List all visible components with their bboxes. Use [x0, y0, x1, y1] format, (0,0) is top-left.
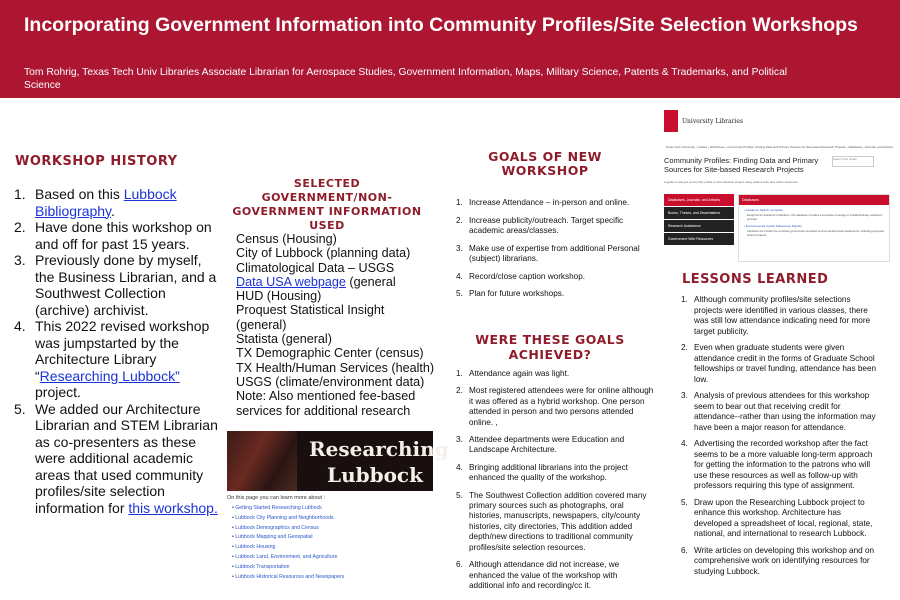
achieved-item-text: Attendance again was light.	[469, 369, 570, 378]
achieved-item-text: Most registered attendees were for online although it was offered as a hybrid workshop. One person attended in person and two persons attended online. ,	[469, 386, 654, 427]
history-item-text: project.	[35, 384, 81, 400]
databases-panel	[738, 194, 890, 262]
history-item-link[interactable]: Lubbock Bibliography	[35, 186, 177, 219]
source-text: Census (Housing)	[236, 232, 337, 246]
source-line	[236, 375, 436, 389]
researching-lubbock-link[interactable]: • Lubbock Mapping and Geospatial	[232, 533, 432, 543]
goal-item-number: 2.	[456, 215, 463, 225]
databases-panel-items	[739, 205, 889, 237]
workshop-history-heading: WORKSHOP HISTORY	[15, 154, 178, 169]
banner-photo	[227, 431, 297, 491]
source-text: TX Demographic Center (census)	[236, 346, 424, 361]
goal-item-number: 4.	[456, 271, 463, 281]
history-item-text: Based on this	[35, 186, 124, 202]
researching-lubbock-link[interactable]: • Lubbock Housing	[232, 543, 432, 553]
goal-item-text: Plan for future workshops.	[469, 289, 565, 298]
goal-item	[456, 198, 656, 209]
source-text: TX Health/Human Services (health)	[236, 360, 435, 375]
lesson-item-text: Even when graduate students were given attendance credit in the forms of Graduate School fellowships or travel funding, attendance has been low.	[694, 343, 877, 384]
researching-lubbock-link[interactable]: • Lubbock Demographics and Census	[232, 524, 432, 534]
achieved-item-number: 4.	[456, 462, 463, 472]
database-description: Designed for academic institutions, this database provides a complete coverage of multidisciplinary academic journals.	[747, 213, 883, 221]
history-item-number: 3.	[14, 252, 26, 268]
header-banner	[0, 0, 900, 98]
history-item	[14, 401, 219, 517]
lesson-item-text: Write articles on developing this workshop and on comprehensive work on identifying resources for studying Lubbock.	[694, 545, 875, 576]
history-item	[14, 186, 219, 219]
guide-subtitle: A guide to doing a community profile or site selection project using various print and online resources.	[664, 180, 799, 184]
goals-list	[456, 198, 656, 307]
goal-item-text: Increase publicity/outreach. Target specific academic areas/classes.	[469, 215, 624, 235]
lesson-item-text: Although community profiles/site selections projects were identified in various classes, there was still low attendance indicating need for more target publicity.	[694, 295, 871, 336]
researching-lubbock-link[interactable]: • Lubbock Land, Environment, and Agriculture	[232, 553, 432, 563]
history-item-number: 2.	[14, 219, 26, 235]
history-item-link[interactable]: Researching Lubbock”	[39, 367, 180, 384]
lesson-item	[681, 391, 881, 433]
researching-lubbock-banner	[227, 431, 449, 491]
source-line	[236, 232, 436, 246]
achieved-item-number: 6.	[456, 560, 463, 570]
history-item	[14, 252, 219, 318]
goal-item-text: Record/close caption workshop.	[469, 271, 586, 281]
achieved-item-number: 5.	[456, 490, 463, 500]
source-text: HUD (Housing)	[236, 289, 322, 304]
history-item-text: Have done this workshop on and off for past 15 years.	[35, 219, 212, 252]
achieved-item	[456, 463, 654, 484]
lesson-item	[681, 343, 881, 385]
researching-lubbock-link[interactable]: • Lubbock Transportation	[232, 563, 432, 573]
guide-nav-item[interactable]: Research Assistance	[664, 220, 734, 232]
researching-lubbock-links	[232, 504, 432, 582]
researching-lubbock-link[interactable]: • Lubbock City Planning and Neighborhoods	[232, 514, 432, 524]
history-item-number: 1.	[14, 186, 26, 202]
sources-heading: SELECTED GOVERNMENT/NON-GOVERNMENT INFORMATION USED	[232, 177, 422, 232]
guide-breadcrumb: Texas Tech University › Guides › Workshops › Community Profiles: Finding Data and Primary Sources for Site-based Research Projects › Databases, Journals, and Articles	[666, 145, 893, 149]
history-item-link[interactable]: this workshop.	[128, 499, 218, 516]
lesson-item-number: 4.	[681, 439, 688, 448]
source-line	[236, 261, 436, 275]
achieved-item	[456, 386, 654, 428]
source-text: USGS (climate/environment data)	[236, 374, 425, 389]
database-description: Abstracts we include the complete government-prepared environmental impact statements, including proposed federal projects.	[747, 229, 884, 237]
history-item-number: 5.	[14, 400, 26, 417]
achieved-item-text: Bringing additional librarians into the project enhanced the quality of the workshop.	[469, 462, 628, 483]
banner-text-line1: Researching	[309, 437, 449, 461]
achieved-item-text: Attendee departments were Education and Landscape Architecture.	[469, 435, 625, 455]
lesson-item-text: Analysis of previous attendees for this workshop seem to bear out that receiving credit for attendance--rather than using the information may have been a major reason for attendance.	[694, 391, 876, 432]
achieved-item	[456, 435, 654, 456]
goal-item-number: 5.	[456, 289, 463, 298]
guide-search-input[interactable]: Search this Guide	[832, 156, 874, 167]
goal-item-text: Increase Attendance – in-person and online.	[469, 198, 630, 207]
lesson-item-number: 2.	[681, 343, 688, 352]
source-text: Statista (general)	[236, 332, 332, 347]
lesson-item-text: Draw upon the Researching Lubbock project to enhance this workshop. Architecture has developed a spreadsheet of local, regional, state, national, and international to research Lubbock.	[694, 497, 873, 538]
lessons-list	[681, 295, 881, 583]
source-line	[236, 389, 436, 418]
history-item-text: Previously done by myself, the Business Librarian, and a Southwest Collection (archive) archivist.	[35, 252, 217, 318]
goal-item-text: Make use of expertise from additional Personal (subject) librarians.	[469, 243, 640, 263]
source-text: Climatological Data – USGS	[236, 260, 395, 275]
achieved-item-number: 2.	[456, 386, 463, 396]
source-line	[236, 332, 436, 346]
banner-text-line2: Lubbock	[327, 463, 423, 487]
lesson-item-number: 3.	[681, 391, 688, 400]
lesson-item	[681, 546, 881, 578]
database-link[interactable]: • Academic Search Complete	[744, 208, 783, 212]
history-item-text: .	[111, 202, 115, 219]
researching-lubbock-link[interactable]: • Getting Started Researching Lubbock	[232, 504, 432, 514]
sources-list	[236, 232, 436, 418]
researching-lubbock-link[interactable]: • Lubbock Historical Resources and Newspapers	[232, 573, 432, 583]
poster-title: Incorporating Government Information into Community Profiles/Site Selection Workshops	[24, 14, 858, 36]
achieved-item	[456, 491, 654, 553]
source-line	[236, 346, 436, 360]
library-name: University Libraries	[682, 118, 743, 125]
lesson-item-number: 5.	[681, 497, 688, 507]
achieved-item-text: The Southwest Collection addition covered many primary sources such as photographs, oral histories, manuscripts, newspapers, city/county histories, city directories, This addition added depth/new directions to traditional community profiles/site selection resources.	[469, 490, 647, 552]
source-line	[236, 246, 436, 260]
source-line	[236, 275, 436, 289]
achieved-item-text: Although attendance did not increase, we enhanced the value of the workshop with additional info and recording/cc it.	[469, 560, 620, 590]
achieved-item	[456, 560, 654, 591]
source-text: City of Lubbock (planning data)	[236, 246, 411, 261]
goal-item	[456, 289, 656, 300]
source-text: Proquest Statistical Insight (general)	[236, 303, 385, 332]
guide-nav-item[interactable]: Databases, Journals, and Articles	[664, 194, 734, 206]
history-item-text: We added our Architecture Librarian and STEM Librarian as co-presenters as these were additional academic areas that used community profiles/site selection information for	[35, 400, 218, 516]
texas-tech-logo-icon	[664, 110, 678, 132]
learn-more-intro: On this page you can learn more about :	[227, 495, 326, 501]
lesson-item-number: 6.	[681, 545, 688, 555]
guide-nav-item[interactable]: Government Web Resources	[664, 233, 734, 245]
achieved-heading: WERE THESE GOALS ACHIEVED?	[475, 332, 625, 362]
goal-item-number: 3.	[456, 243, 463, 253]
goal-item-number: 1.	[456, 198, 463, 207]
history-item	[14, 318, 219, 401]
source-link[interactable]: Data USA webpage	[236, 274, 346, 289]
source-line	[236, 361, 436, 375]
lessons-heading: LESSONS LEARNED	[682, 272, 829, 287]
author-line: Tom Rohrig, Texas Tech Univ Libraries Associate Librarian for Aerospace Studies, Government Information, Maps, Military Science, Patents & Trademarks, and Political Science	[24, 67, 788, 91]
lesson-item-number: 1.	[681, 295, 688, 304]
lesson-item	[681, 498, 881, 540]
goals-heading: GOALS OF NEW WORKSHOP	[488, 149, 602, 178]
lesson-item-text: Advertising the recorded workshop after the fact seems to be a more valuable long-term approach for getting the information to the patrons who will use these resources as well as follow-up with professors requiring this type of assignment.	[694, 439, 873, 490]
workshop-history-list	[14, 186, 219, 516]
source-line	[236, 289, 436, 303]
goal-item	[456, 272, 656, 283]
source-text: Note: Also mentioned fee-based services for additional research	[236, 389, 416, 418]
goal-item	[456, 216, 656, 237]
databases-panel-title: Databases	[739, 195, 889, 205]
achieved-item	[456, 369, 654, 379]
goal-item	[456, 244, 656, 265]
source-line	[236, 303, 436, 332]
achieved-list	[456, 369, 654, 598]
database-link[interactable]: • Environmental Impact Statements Digests	[744, 224, 802, 228]
lesson-item	[681, 439, 881, 492]
history-item	[14, 219, 219, 252]
guide-nav	[664, 194, 734, 246]
achieved-item-number: 1.	[456, 369, 463, 378]
guide-nav-item[interactable]: Books, Theses, and Dissertations	[664, 207, 734, 219]
libguide-screenshot	[662, 108, 893, 268]
lesson-item	[681, 295, 881, 337]
guide-title: Community Profiles: Finding Data and Primary Sources for Site-based Research Projects	[664, 156, 819, 174]
history-item-number: 4.	[14, 318, 26, 334]
achieved-item-number: 3.	[456, 435, 463, 445]
history-item-text: This 2022 revised workshop was jumpstarted by the Architecture Library “	[35, 318, 210, 384]
source-text: (general	[345, 274, 396, 289]
